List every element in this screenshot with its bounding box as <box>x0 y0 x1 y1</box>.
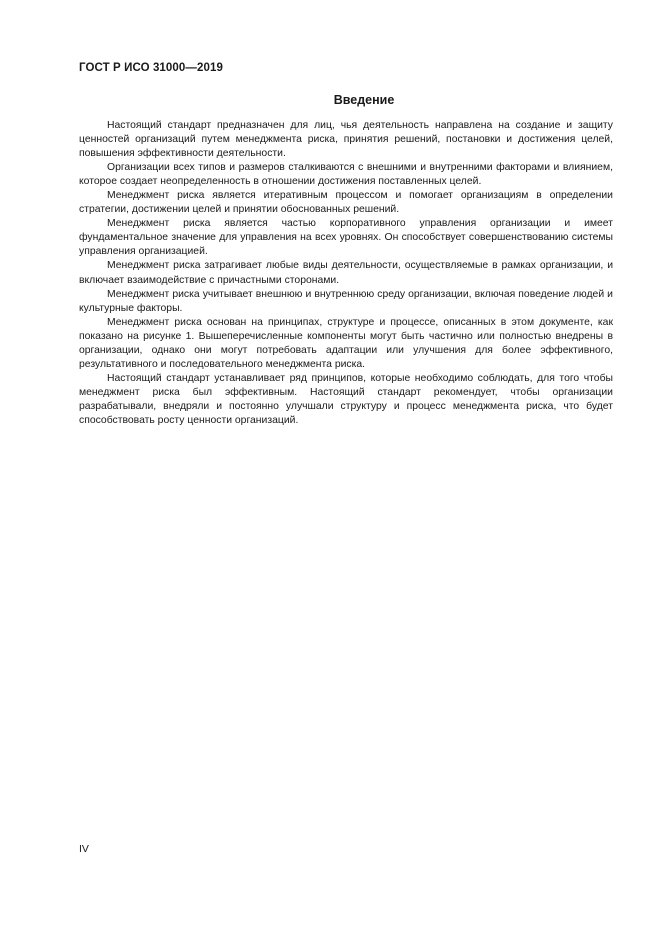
paragraph: Менеджмент риска основан на принципах, структуре и процессе, описанных в этом документе, как показано на рисунке 1. Вышеперечисленные компоненты могут быть частично или полностью внедрены в организации, однако они могут потребовать адаптации или улучшения для более эффективного, результативного и последовательного менеджмента риска. <box>79 316 613 370</box>
paragraph: Менеджмент риска учитывает внешнюю и внутреннюю среду организации, включая поведение людей и культурные факторы. <box>79 288 613 314</box>
paragraph: Организации всех типов и размеров сталкиваются с внешними и внутренними факторами и влиянием, которое создает неопределенность в отношении достижения поставленных целей. <box>79 162 613 188</box>
paragraph: Настоящий стандарт устанавливает ряд принципов, которые необходимо соблюдать, для того чтобы менеджмент риска был эффективным. Настоящий стандарт рекомендует, чтобы организации разрабатывали, внедряли и постоянно улучшали структуру и процесс менеджмента риска, что будет способствовать росту ценности организаций. <box>79 372 613 426</box>
document-code: ГОСТ Р ИСО 31000—2019 <box>79 62 224 74</box>
paragraph: Настоящий стандарт предназначен для лиц, чья деятельность направлена на создание и защиту ценностей организаций путем менеджмента риска, принятия решений, постановки и достижения целей, повышения эффективности деятельности. <box>79 120 613 160</box>
paragraph: Менеджмент риска является частью корпоративного управления организации и имеет фундаментальное значение для управления на всех уровнях. Он способствует совершенствованию системы управления организацией. <box>79 218 613 258</box>
body-text <box>79 119 613 428</box>
section-title: Введение <box>333 93 395 107</box>
paragraph: Менеджмент риска затрагивает любые виды деятельности, осуществляемые в рамках организации, и включает взаимодействие с причастными сторонами. <box>79 260 613 286</box>
paragraph: Менеджмент риска является итеративным процессом и помогает организациям в определении стратегии, достижении целей и принятии обоснованных решений. <box>79 190 613 216</box>
page-number: IV <box>79 843 89 855</box>
